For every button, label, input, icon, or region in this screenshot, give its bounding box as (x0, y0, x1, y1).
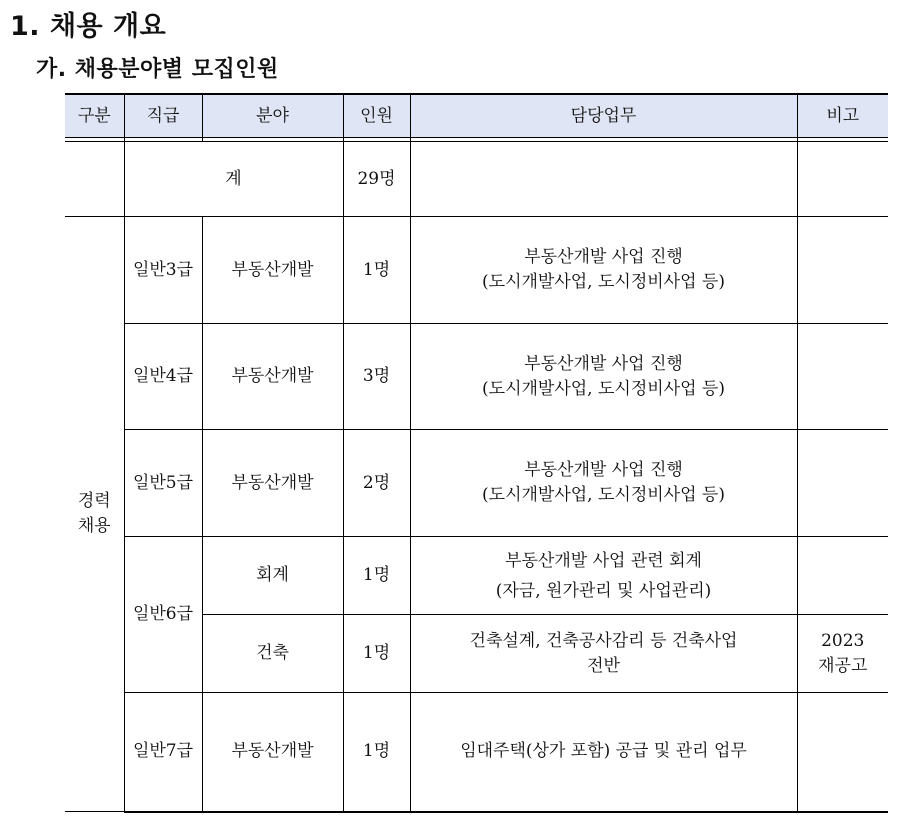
field-cell: 건축 (202, 615, 343, 693)
table-row (65, 693, 888, 812)
subsection-heading: 가. 채용분야별 모집인원 (36, 57, 279, 82)
header-category: 구분 (65, 94, 124, 138)
duty-cell: 부동산개발 사업 관련 회계 (자금, 원가관리 및 사업관리) (410, 537, 797, 615)
duty-cell: 임대주택(상가 포함) 공급 및 관리 업무 (410, 693, 797, 812)
total-row (65, 142, 888, 217)
table-header-row (65, 94, 888, 138)
grade-cell: 일반5급 (124, 430, 202, 537)
table-row (65, 324, 888, 430)
header-count: 인원 (343, 94, 410, 138)
header-field: 분야 (202, 94, 343, 138)
header-duty: 담당업무 (410, 94, 797, 138)
header-grade: 직급 (124, 94, 202, 138)
count-cell: 1명 (343, 615, 410, 693)
field-cell: 부동산개발 (202, 217, 343, 324)
duty-cell: 부동산개발 사업 진행 (도시개발사업, 도시정비사업 등) (410, 324, 797, 430)
note-cell (797, 324, 888, 430)
table-row (65, 537, 888, 615)
total-count: 29명 (343, 142, 410, 217)
grade-cell: 일반6급 (124, 537, 202, 693)
note-cell (797, 537, 888, 615)
grade-cell: 일반7급 (124, 693, 202, 812)
table-row (65, 217, 888, 324)
duty-cell: 건축설계, 건축공사감리 등 건축사업 전반 (410, 615, 797, 693)
count-cell: 3명 (343, 324, 410, 430)
table-row (65, 430, 888, 537)
grade-cell: 일반4급 (124, 324, 202, 430)
field-cell: 부동산개발 (202, 693, 343, 812)
duty-cell: 부동산개발 사업 진행 (도시개발사업, 도시정비사업 등) (410, 217, 797, 324)
note-cell (797, 693, 888, 812)
field-cell: 회계 (202, 537, 343, 615)
total-label: 계 (124, 142, 343, 217)
field-cell: 부동산개발 (202, 324, 343, 430)
note-cell (797, 430, 888, 537)
field-cell: 부동산개발 (202, 430, 343, 537)
duty-cell: 부동산개발 사업 진행 (도시개발사업, 도시정비사업 등) (410, 430, 797, 537)
header-note: 비고 (797, 94, 888, 138)
count-cell: 1명 (343, 217, 410, 324)
count-cell: 2명 (343, 430, 410, 537)
count-cell: 1명 (343, 537, 410, 615)
grade-cell: 일반3급 (124, 217, 202, 324)
note-cell: 2023 재공고 (797, 615, 888, 693)
recruitment-table (65, 93, 888, 813)
group-label: 경력 채용 (65, 217, 124, 812)
note-cell (797, 217, 888, 324)
section-heading: 1. 채용 개요 (10, 11, 167, 42)
count-cell: 1명 (343, 693, 410, 812)
